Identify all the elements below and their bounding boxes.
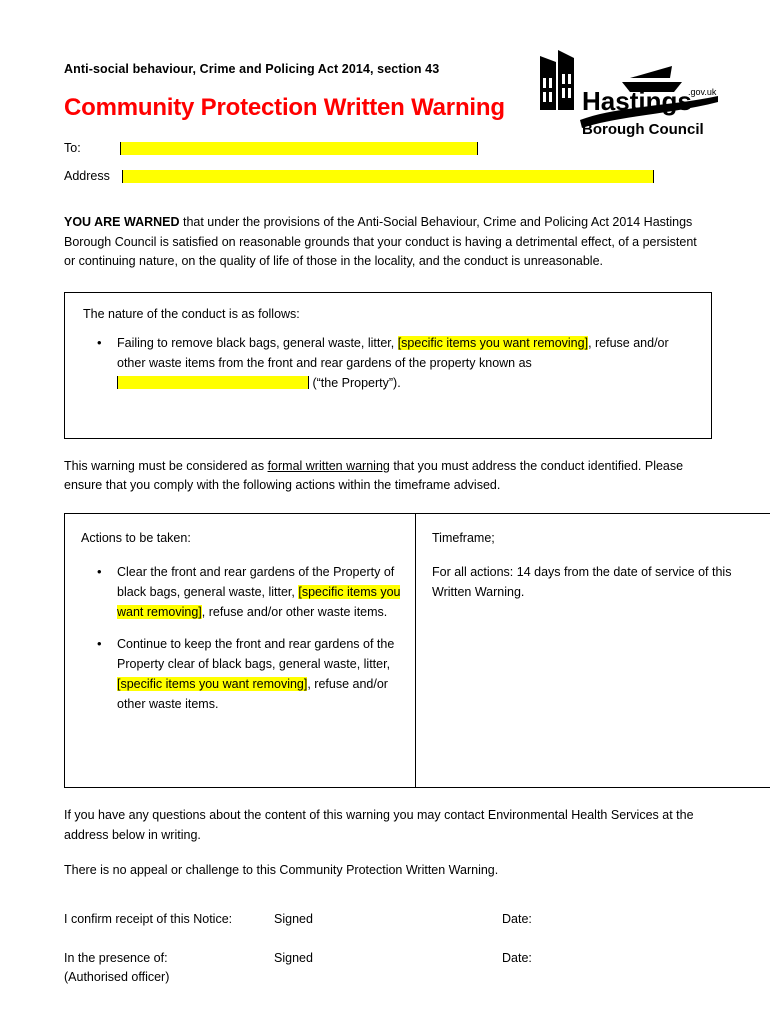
- address-input[interactable]: [122, 170, 654, 183]
- address-field-row: [64, 169, 712, 183]
- warned-rest-text: that under the provisions of the Anti-Social Behaviour, Crime and Policing Act 2014 Hastings Borough Council is satisfied on reasonable grounds that your conduct is having a detrimental effect, of a persistent or continuing nature, on the quality of life of those in the locality, and the conduct is unreasonable.: [64, 215, 697, 269]
- action1-highlight: [specific items you want removing]: [117, 585, 401, 620]
- property-address-input[interactable]: [117, 376, 309, 389]
- presence-signed-label[interactable]: Signed: [274, 951, 313, 966]
- action1-part1: Clear the front and rear gardens of the Property of black bags, general waste, litter,: [117, 565, 395, 600]
- warned-bold-text: YOU ARE WARNED: [64, 215, 180, 230]
- formal-underline: formal written warning: [267, 458, 390, 473]
- receipt-signed-label[interactable]: Signed: [274, 912, 313, 927]
- act-reference-line: Anti-social behaviour, Crime and Policing Act 2014, section 43: [64, 62, 440, 76]
- closing-section: [64, 806, 694, 880]
- to-label: To:: [64, 141, 81, 156]
- presence-label-line1: In the presence of:: [64, 951, 168, 966]
- conduct-heading: The nature of the conduct is as follows:: [83, 306, 300, 321]
- list-item: [117, 634, 401, 714]
- presence-date-label[interactable]: Date:: [502, 951, 532, 966]
- logo-domain: .gov.uk: [688, 87, 717, 97]
- list-item: [117, 562, 401, 622]
- contact-paragraph: If you have any questions about the content of this warning you may contact Environmental Health Services at the address below in writing.: [64, 808, 694, 842]
- action2-part1: Continue to keep the front and rear gardens of the Property clear of black bags, general waste, litter,: [117, 637, 395, 672]
- conduct-highlight: [specific items you want removing]: [397, 335, 589, 350]
- receipt-date-label[interactable]: Date:: [502, 912, 532, 927]
- action2-part2: , refuse and/or other waste items.: [117, 677, 388, 712]
- actions-column-header: Actions to be taken:: [81, 531, 191, 546]
- timeframe-column-header: Timeframe;: [432, 531, 495, 546]
- page-title: Community Protection Written Warning: [64, 94, 505, 121]
- receipt-label: I confirm receipt of this Notice:: [64, 912, 233, 927]
- appeal-paragraph: There is no appeal or challenge to this Community Protection Written Warning.: [64, 863, 499, 878]
- actions-cell: [65, 514, 416, 788]
- conduct-bullet-item: [117, 333, 697, 393]
- timeframe-cell: [416, 514, 770, 788]
- warning-paragraph: [64, 213, 704, 271]
- conduct-text-part1: Failing to remove black bags, general waste, litter,: [117, 335, 398, 350]
- conduct-text-part2: , refuse and/or other waste items from the front and rear gardens of the property known as: [117, 335, 669, 370]
- to-input[interactable]: [120, 142, 478, 155]
- formal-part1: This warning must be considered as: [64, 458, 268, 473]
- receipt-signature-row: [64, 910, 712, 929]
- presence-signature-row: [64, 949, 712, 987]
- hastings-borough-council-logo: [522, 48, 722, 150]
- address-label: Address: [64, 169, 110, 184]
- logo-subtitle: Borough Council: [582, 121, 704, 138]
- formal-warning-paragraph: [64, 457, 694, 496]
- formal-part2: that you must address the conduct identified. Please ensure that you comply with the following actions within the timeframe advised.: [64, 458, 684, 492]
- action2-highlight: [specific items you want removing]: [117, 677, 308, 692]
- conduct-text-part3: (“the Property”).: [309, 375, 401, 390]
- conduct-box: [64, 292, 712, 439]
- logo-name: Hastings: [582, 86, 692, 116]
- presence-label: [64, 949, 274, 987]
- actions-bullet-list: [81, 562, 401, 714]
- conduct-bullet-list: [81, 333, 697, 393]
- action1-part2: , refuse and/or other waste items.: [201, 605, 388, 620]
- table-row: [65, 514, 770, 788]
- presence-label-line2: (Authorised officer): [64, 969, 170, 984]
- timeframe-text: For all actions: 14 days from the date of service of this Written Warning.: [432, 565, 732, 600]
- actions-table: [64, 513, 770, 788]
